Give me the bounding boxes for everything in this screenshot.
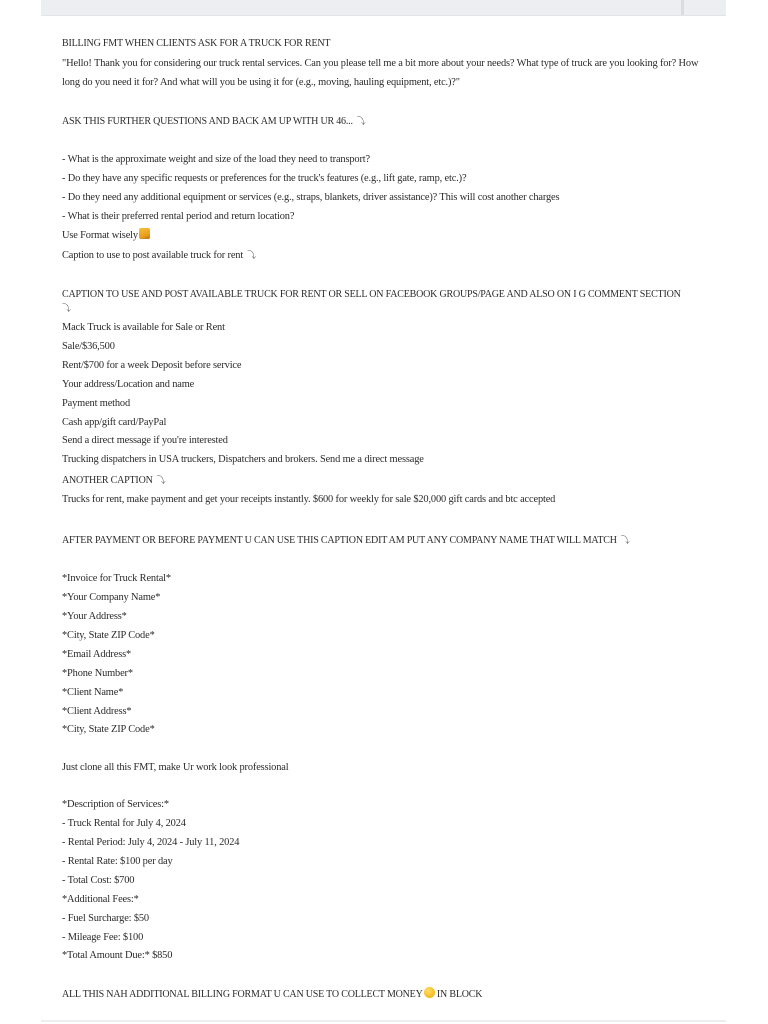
page-top-strip bbox=[41, 0, 726, 16]
doc-line-text: *Your Address* bbox=[62, 611, 127, 622]
doc-line-text: - Mileage Fee: $100 bbox=[62, 932, 144, 943]
doc-line-services bbox=[62, 814, 702, 833]
doc-line-text: ASK THIS FURTHER QUESTIONS AND BACK AM UP WITH UR 46... bbox=[62, 116, 353, 127]
doc-line-total bbox=[62, 946, 702, 965]
doc-line-text: *Invoice for Truck Rental* bbox=[62, 573, 171, 584]
doc-line-text: BILLING FMT WHEN CLIENTS ASK FOR A TRUCK FOR RENT bbox=[62, 38, 331, 49]
doc-line-text: *Client Address* bbox=[62, 706, 132, 717]
doc-line-fees bbox=[62, 928, 702, 947]
doc-line-services bbox=[62, 871, 702, 890]
doc-line-text: *Client Name* bbox=[62, 687, 124, 698]
doc-line-listing bbox=[62, 450, 702, 469]
doc-line-listing bbox=[62, 375, 702, 394]
doc-line-caption-heading-arrow bbox=[62, 299, 702, 319]
doc-line-invoice bbox=[62, 702, 702, 721]
doc-line-listing bbox=[62, 413, 702, 432]
curved-arrow-icon: ⤵ bbox=[156, 476, 166, 486]
doc-line-text-end: IN BLOCK bbox=[436, 989, 483, 1000]
page-top-strip-edge bbox=[681, 0, 684, 15]
doc-line-text: Mack Truck is available for Sale or Rent bbox=[62, 322, 225, 333]
doc-line-text: - Truck Rental for July 4, 2024 bbox=[62, 818, 186, 829]
doc-line-payment-heading bbox=[62, 531, 702, 551]
doc-line-invoice bbox=[62, 588, 702, 607]
doc-line-text: Payment method bbox=[62, 398, 131, 409]
curved-arrow-icon: ⤵ bbox=[247, 251, 256, 261]
doc-line-text: "Hello! Thank you for considering our truck rental services. Can you please tell me a bit more about your needs? What type of truck are you looking for? How long do you need it for? And what will you be using it for (e.g., moving, hauling equipment, etc.)?" bbox=[62, 58, 699, 88]
page-bottom-strip bbox=[41, 1020, 726, 1022]
doc-line-listing bbox=[62, 394, 702, 413]
doc-line-text: *Email Address* bbox=[62, 649, 132, 660]
doc-line-clone-note bbox=[62, 758, 702, 777]
doc-line-listing bbox=[62, 318, 702, 337]
doc-line-caption-intro bbox=[62, 246, 702, 266]
doc-line-text: - Do they need any additional equipment or services (e.g., straps, blankets, driver assistance)? This will cost another charges bbox=[62, 192, 560, 203]
doc-line-text: CAPTION TO USE AND POST AVAILABLE TRUCK FOR RENT OR SELL ON FACEBOOK GROUPS/PAGE AND ALSO ON I G COMMENT SECTION bbox=[62, 289, 681, 300]
doc-line-text: *Your Company Name* bbox=[62, 592, 161, 603]
doc-line-closing bbox=[62, 985, 702, 1004]
doc-line-text: ALL THIS NAH ADDITIONAL BILLING FORMAT U CAN USE TO COLLECT MONEY bbox=[62, 989, 423, 1000]
doc-line-text: ANOTHER CAPTION bbox=[62, 475, 153, 486]
doc-line-invoice bbox=[62, 626, 702, 645]
doc-line-listing bbox=[62, 431, 702, 450]
doc-line-invoice bbox=[62, 645, 702, 664]
doc-line-text: *Phone Number* bbox=[62, 668, 133, 679]
doc-line-question bbox=[62, 150, 702, 169]
doc-line-use-format bbox=[62, 226, 702, 245]
doc-line-text: - Rental Period: July 4, 2024 - July 11, 2024 bbox=[62, 837, 240, 848]
doc-line-text: Rent/$700 for a week Deposit before service bbox=[62, 360, 242, 371]
doc-line-text: Just clone all this FMT, make Ur work look professional bbox=[62, 762, 289, 773]
doc-line-invoice bbox=[62, 720, 702, 739]
doc-line-text: Send a direct message if you're interested bbox=[62, 435, 228, 446]
doc-line-services bbox=[62, 795, 702, 814]
doc-line-text: Cash app/gift card/PayPal bbox=[62, 417, 167, 428]
raised-hand-emoji-icon bbox=[139, 228, 150, 239]
curved-arrow-icon: ⤵ bbox=[62, 304, 71, 314]
doc-line-text: *Total Amount Due:* $850 bbox=[62, 950, 173, 961]
doc-line-text: - What is their preferred rental period and return location? bbox=[62, 211, 295, 222]
doc-line-fees bbox=[62, 890, 702, 909]
doc-line-heading bbox=[62, 34, 702, 53]
doc-line-text: Use Format wisely bbox=[62, 230, 138, 241]
doc-line-question bbox=[62, 188, 702, 207]
doc-line-text: *Additional Fees:* bbox=[62, 894, 139, 905]
doc-line-listing bbox=[62, 337, 702, 356]
doc-line-greeting bbox=[62, 54, 702, 92]
doc-line-invoice bbox=[62, 607, 702, 626]
doc-line-listing bbox=[62, 356, 702, 375]
doc-line-invoice bbox=[62, 683, 702, 702]
curved-arrow-icon: ⤵ bbox=[356, 117, 366, 127]
doc-line-text: Caption to use to post available truck for rent bbox=[62, 250, 244, 261]
doc-line-text: - Total Cost: $700 bbox=[62, 875, 135, 886]
doc-line-text: *Description of Services:* bbox=[62, 799, 169, 810]
doc-line-services bbox=[62, 833, 702, 852]
grinning-face-emoji-icon bbox=[424, 987, 435, 998]
doc-line-text: AFTER PAYMENT OR BEFORE PAYMENT U CAN USE THIS CAPTION EDIT AM PUT ANY COMPANY NAME THAT WILL MATCH bbox=[62, 535, 617, 546]
doc-line-another-caption bbox=[62, 471, 702, 491]
doc-line-text: - Fuel Surcharge: $50 bbox=[62, 913, 149, 924]
curved-arrow-icon: ⤵ bbox=[620, 536, 630, 546]
doc-line-text: Trucks for rent, make payment and get your receipts instantly. $600 for weekly for sale $20,000 gift cards and btc accepted bbox=[62, 494, 556, 505]
doc-line-text: - Do they have any specific requests or preferences for the truck's features (e.g., lift gate, ramp, etc.)? bbox=[62, 173, 467, 184]
doc-line-invoice bbox=[62, 569, 702, 588]
doc-line-further-questions bbox=[62, 112, 702, 132]
doc-line-text: - What is the approximate weight and size of the load they need to transport? bbox=[62, 154, 370, 165]
doc-line-text: - Rental Rate: $100 per day bbox=[62, 856, 173, 867]
doc-line-text: Sale/$36,500 bbox=[62, 341, 115, 352]
doc-line-services bbox=[62, 852, 702, 871]
doc-line-rent-caption bbox=[62, 490, 702, 509]
doc-line-question bbox=[62, 207, 702, 226]
doc-line-text: Trucking dispatchers in USA truckers, Dispatchers and brokers. Send me a direct message bbox=[62, 454, 424, 465]
doc-line-text: *City, State ZIP Code* bbox=[62, 630, 155, 641]
doc-line-fees bbox=[62, 909, 702, 928]
doc-line-question bbox=[62, 169, 702, 188]
doc-line-text: Your address/Location and name bbox=[62, 379, 195, 390]
doc-line-invoice bbox=[62, 664, 702, 683]
doc-line-text: *City, State ZIP Code* bbox=[62, 724, 155, 735]
